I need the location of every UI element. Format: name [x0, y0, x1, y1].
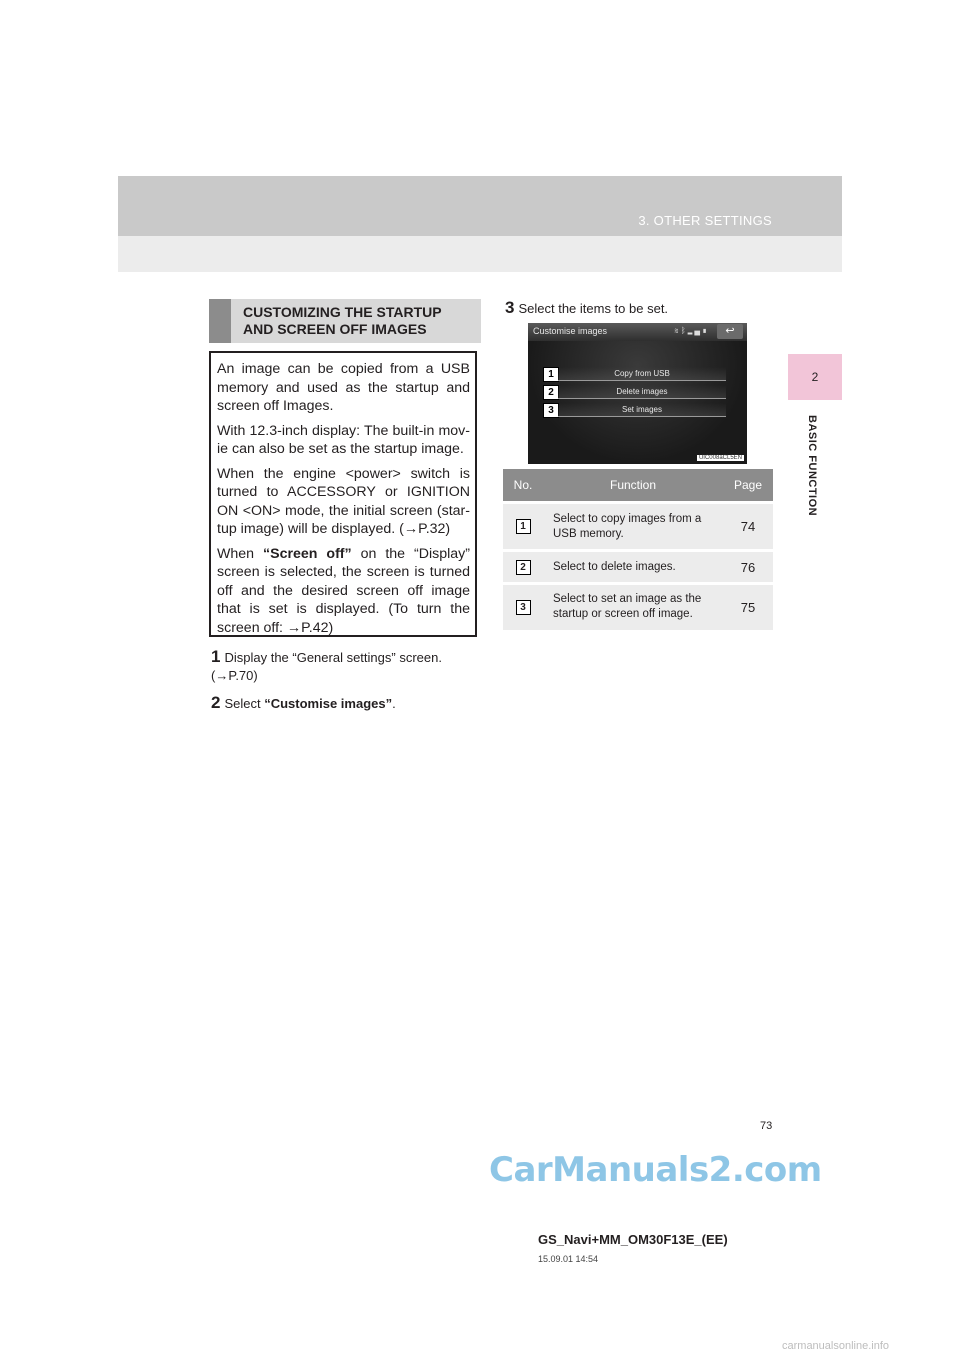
copy-from-usb-button[interactable]: Copy from USB	[558, 367, 726, 381]
info-paragraph-3: When the engine <power> switch is turned to ACCESSORY or IGNITION ON <ON> mode, the initial screen (star-tup image) will be displayed. (→P.32)	[217, 465, 470, 537]
row-number	[503, 584, 543, 630]
step-bold-text: “Customise images”	[264, 696, 393, 711]
screen-off-label: “Screen off”	[263, 545, 352, 562]
header-subband	[118, 236, 842, 272]
battery-icon: ▮	[702, 326, 709, 335]
site-watermark: carmanualsonline.info	[782, 1340, 890, 1352]
callout-2: 2	[543, 385, 559, 400]
row-function: Select to set an image as the startup or screen off image.	[543, 584, 723, 630]
timestamp: 15.09.01 14:54	[538, 1254, 599, 1264]
number-box: 3	[516, 600, 531, 615]
doc-id: GS_Navi+MM_OM30F13E_(EE)	[538, 1232, 728, 1247]
col-page: Page	[723, 469, 773, 503]
info-paragraph-1: An image can be copied from a USB memory and used as the startup and screen off Images.	[217, 361, 470, 414]
step-3	[505, 299, 775, 318]
info-paragraph-4	[217, 545, 470, 638]
step-text: Display the “General settings” screen. (→P.70)	[211, 650, 442, 683]
wifi-icon: ≋	[674, 326, 681, 335]
image-code: UIC008aCL5EN	[698, 455, 742, 461]
number-box: 1	[516, 519, 531, 534]
step-number: 3	[505, 298, 515, 317]
chapter-label: BASIC FUNCTION	[806, 415, 818, 517]
row-page: 74	[723, 503, 773, 551]
step-text: .	[392, 696, 396, 711]
col-no: No.	[503, 469, 543, 503]
step-number: 2	[211, 693, 221, 712]
row-number	[503, 551, 543, 584]
step-text: Select	[224, 696, 265, 711]
heading-line-2: AND SCREEN OFF IMAGES	[243, 321, 427, 337]
info-text: on the “Display” screen is selected, the screen is turned off and the desired screen off image that is set is displayed. (To turn the screen off: →P.42)	[217, 545, 470, 636]
watermark-logo: CarManuals2.com	[489, 1150, 822, 1190]
table-row	[503, 584, 773, 630]
info-text: When	[217, 545, 264, 562]
chapter-number: 2	[811, 370, 819, 384]
step-number: 1	[211, 647, 221, 666]
col-function: Function	[543, 469, 723, 503]
heading-text	[243, 304, 442, 338]
signal-icon: ▂▄	[687, 326, 703, 335]
table-row	[503, 503, 773, 551]
info-box	[209, 351, 477, 637]
row-page: 76	[723, 551, 773, 584]
info-paragraph-2: With 12.3-inch display: The built-in mov-ie can also be set as the startup image.	[217, 422, 470, 457]
page-number: 73	[760, 1120, 773, 1132]
row-number	[503, 503, 543, 551]
heading-line-1: CUSTOMIZING THE STARTUP	[243, 304, 442, 320]
section-heading	[209, 299, 481, 343]
callout-3: 3	[543, 403, 559, 418]
table-row	[503, 551, 773, 584]
callout-1: 1	[543, 367, 559, 382]
delete-images-button[interactable]: Delete images	[558, 385, 726, 399]
screen-title: Customise images	[533, 326, 608, 336]
step-2	[211, 694, 481, 713]
customise-images-screenshot	[528, 323, 747, 464]
chapter-tab	[788, 354, 842, 400]
back-button[interactable]: ↩	[717, 324, 743, 339]
number-box: 2	[516, 560, 531, 575]
bluetooth-icon: ᛒ	[680, 326, 688, 335]
function-table	[503, 469, 773, 630]
step-1	[211, 648, 481, 685]
table-header-row	[503, 469, 773, 503]
section-title: 3. OTHER SETTINGS	[638, 213, 772, 228]
row-function: Select to delete images.	[543, 551, 723, 584]
set-images-button[interactable]: Set images	[558, 403, 726, 417]
heading-bar	[209, 299, 231, 343]
row-function: Select to copy images from a USB memory.	[543, 503, 723, 551]
step-text: Select the items to be set.	[518, 301, 669, 316]
status-icons	[674, 326, 709, 335]
row-page: 75	[723, 584, 773, 630]
